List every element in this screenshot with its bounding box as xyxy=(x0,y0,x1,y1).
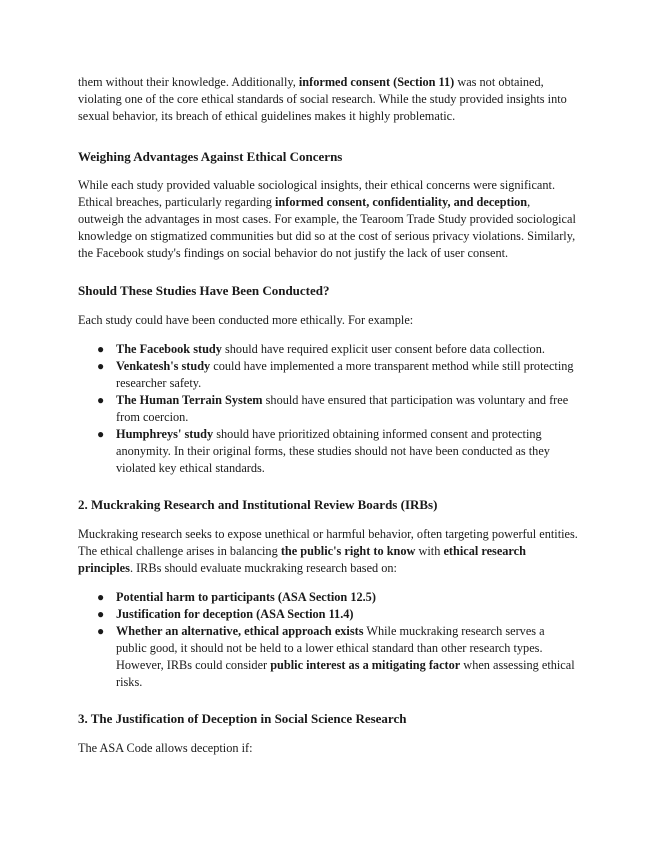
document-page xyxy=(78,74,578,757)
list-item-text: should have ensured that participation was voluntary and free from coercion. xyxy=(116,393,569,424)
justification-intro: The ASA Code allows deception if: xyxy=(78,741,253,755)
muckraking-paragraph xyxy=(78,526,578,577)
bullet-icon: ● xyxy=(97,393,105,407)
list-item xyxy=(78,623,578,691)
heading-justification: 3. The Justification of Deception in Social Science Research xyxy=(78,711,407,726)
weighing-text-2: , outweigh the advantages in most cases. For example, the Tearoom Trade Study provided sociological knowledge on stigmatized communities but did so at the cost of serious privacy violations. Similarly, the Facebook study's findings on social behavior do not justify the lack of user consent. xyxy=(78,195,576,260)
intro-text-1: them without their knowledge. Additionally, xyxy=(78,75,299,89)
bullet-icon: ● xyxy=(97,607,105,621)
list-item-bold: Justification for deception (ASA Section 11.4) xyxy=(116,607,354,621)
list-item xyxy=(78,392,578,426)
heading-muckraking: 2. Muckraking Research and Institutional Review Boards (IRBs) xyxy=(78,497,438,512)
should-list xyxy=(78,341,578,477)
list-item-bold: Humphreys' study xyxy=(116,427,214,441)
weighing-bold-1: informed consent, confidentiality, and deception xyxy=(275,195,528,209)
list-item-text: should have prioritized obtaining informed consent and protecting anonymity. In their original forms, these studies should not have been conducted as they violated key ethical standards. xyxy=(116,427,550,475)
list-item-bold: Venkatesh's study xyxy=(116,359,211,373)
list-item-text: should have required explicit user consent before data collection. xyxy=(221,342,545,356)
list-item xyxy=(78,358,578,392)
muckraking-bold-1: the public's right to know xyxy=(280,544,416,558)
heading-should-conducted: Should These Studies Have Been Conducted? xyxy=(78,283,330,298)
muckraking-text-1: Muckraking research seeks to expose unethical or harmful behavior, often targeting powerful entities. The ethical challenge arises in balancing xyxy=(78,527,578,558)
list-item-bold: Potential harm to participants (ASA Section 12.5) xyxy=(116,590,376,604)
list-item-text-2: when assessing ethical risks. xyxy=(116,658,575,689)
list-item xyxy=(78,606,578,623)
bullet-icon: ● xyxy=(97,427,105,441)
list-item xyxy=(78,341,578,358)
list-item-bold-2: public interest as a mitigating factor xyxy=(270,658,461,672)
muckraking-text-2: with xyxy=(415,544,444,558)
muckraking-text-3: . IRBs should evaluate muckraking research based on: xyxy=(129,561,397,575)
list-item-bold: Whether an alternative, ethical approach exists xyxy=(116,624,364,638)
intro-paragraph xyxy=(78,74,578,125)
muckraking-bold-2: ethical research principles xyxy=(78,544,526,575)
list-item-bold: The Facebook study xyxy=(116,342,222,356)
intro-text-2: was not obtained, violating one of the core ethical standards of social research. While the study provided insights into sexual behavior, its breach of ethical guidelines makes it highly problematic. xyxy=(78,75,567,123)
weighing-text-1: While each study provided valuable sociological insights, their ethical concerns were significant. Ethical breaches, particularly regarding xyxy=(78,178,556,209)
bullet-icon: ● xyxy=(97,590,105,604)
list-item-bold: The Human Terrain System xyxy=(116,393,263,407)
heading-weighing: Weighing Advantages Against Ethical Concerns xyxy=(78,149,343,164)
bullet-icon: ● xyxy=(97,342,105,356)
bullet-icon: ● xyxy=(97,624,105,638)
muckraking-list xyxy=(78,589,578,691)
bullet-icon: ● xyxy=(97,359,105,373)
list-item xyxy=(78,426,578,477)
weighing-paragraph xyxy=(78,177,578,262)
list-item-text: While muckraking research serves a public good, it should not be held to a lower ethical standard than other research types. However, IRBs could consider xyxy=(116,624,545,672)
should-intro: Each study could have been conducted more ethically. For example: xyxy=(78,313,414,327)
intro-bold-1: informed consent (Section 11) xyxy=(298,75,455,89)
list-item xyxy=(78,589,578,606)
list-item-text: could have implemented a more transparent method while still protecting researcher safety. xyxy=(116,359,574,390)
